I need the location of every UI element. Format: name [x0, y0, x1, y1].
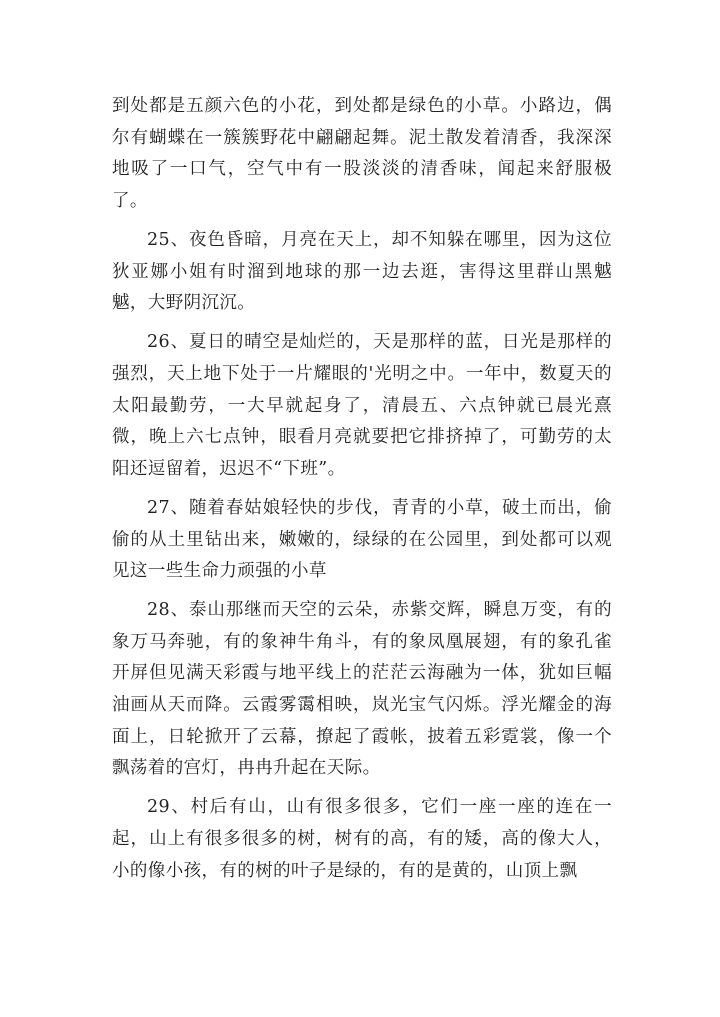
paragraph-29: 29、村后有山，山有很多很多，它们一座一座的连在一起，山上有很多很多的树，树有的高，有的矮，高的像大人，小的像小孩，有的树的叶子是绿的，有的是黄的，山顶上飘: [112, 797, 612, 881]
document-body: [112, 91, 612, 895]
paragraph-28: 28、泰山那继而天空的云朵，赤紫交辉，瞬息万变，有的象万马奔驰，有的象神牛角斗，有的象凤凰展翅，有的象孔雀开屏但见满天彩霞与地平线上的茫茫云海融为一体，犹如巨幅油画从天而降。云霞雾霭相映，岚光宝气闪烁。浮光耀金的海面上，日轮掀开了云幕，撩起了霞帐，披着五彩霓裳，像一个飘荡着的宫灯，冉冉升起在天际。: [112, 600, 612, 779]
paragraph-26: 26、夏日的晴空是灿烂的，天是那样的蓝，日光是那样的强烈，天上地下处于一片耀眼的'光明之中。一年中，数夏天的太阳最勤劳，一大早就起身了，清晨五、六点钟就已晨光熹微，晚上六七点钟，眼看月亮就要把它排挤掉了，可勤劳的太阳还逗留着，迟迟不“下班”。: [112, 332, 612, 479]
paragraph-continued: 到处都是五颜六色的小花，到处都是绿色的小草。小路边，偶尔有蝴蝶在一簇簇野花中翩翩起舞。泥土散发着清香，我深深地吸了一口气，空气中有一股淡淡的清香味，闻起来舒服极了。: [112, 96, 612, 211]
paragraph-27: 27、随着春姑娘轻快的步伐，青青的小草，破土而出，偷偷的从土里钻出来，嫩嫩的，绿绿的在公园里，到处都可以观见这一些生命力顽强的小草: [112, 497, 612, 582]
paragraph-25: 25、夜色昏暗，月亮在天上，却不知躲在哪里，因为这位狄亚娜小姐有时溜到地球的那一边去逛，害得这里群山黑魆魆，大野阴沉沉。: [112, 229, 612, 314]
